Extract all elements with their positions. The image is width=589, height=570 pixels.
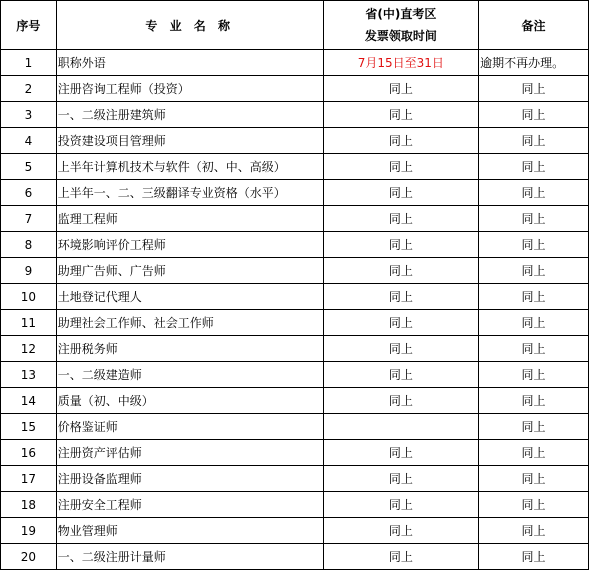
table-row [1,414,589,440]
row-number: 10 [1,284,57,310]
row-number: 11 [1,310,57,336]
header-note: 备注 [479,1,589,50]
table-row [1,128,589,154]
row-number: 13 [1,362,57,388]
table-row [1,180,589,206]
row-number: 17 [1,466,57,492]
row-number: 20 [1,544,57,570]
table-row [1,102,589,128]
row-number: 15 [1,414,57,440]
table-row [1,154,589,180]
row-number: 16 [1,440,57,466]
row-note: 同上 [479,76,589,102]
row-profession-name: 土地登记代理人 [56,284,323,310]
row-profession-name: 上半年一、二、三级翻译专业资格（水平） [56,180,323,206]
row-profession-name: 助理社会工作师、社会工作师 [56,310,323,336]
row-note: 同上 [479,102,589,128]
row-number: 2 [1,76,57,102]
row-invoice-time: 同上 [323,154,479,180]
row-number: 9 [1,258,57,284]
header-num: 序号 [1,1,57,50]
row-number: 1 [1,50,57,76]
row-note: 同上 [479,258,589,284]
header-time-line1: 省(中)直考区 [365,7,437,21]
row-note: 同上 [479,492,589,518]
header-time-line2: 发票领取时间 [364,29,437,43]
table-row [1,466,589,492]
row-profession-name: 物业管理师 [56,518,323,544]
row-note: 同上 [479,544,589,570]
table-header-row [1,1,589,50]
row-invoice-time: 同上 [323,466,479,492]
row-profession-name: 一、二级注册计量师 [56,544,323,570]
row-note: 同上 [479,128,589,154]
row-note: 同上 [479,154,589,180]
row-number: 8 [1,232,57,258]
row-invoice-time: 同上 [323,440,479,466]
table-body [1,50,589,570]
table-row [1,284,589,310]
row-invoice-time: 同上 [323,284,479,310]
header-time [323,1,479,50]
row-invoice-time: 同上 [323,258,479,284]
row-number: 4 [1,128,57,154]
row-note: 同上 [479,388,589,414]
row-number: 12 [1,336,57,362]
table-row [1,206,589,232]
table-row [1,388,589,414]
row-note: 同上 [479,232,589,258]
row-number: 3 [1,102,57,128]
row-invoice-time: 同上 [323,128,479,154]
row-invoice-time: 同上 [323,492,479,518]
row-note: 同上 [479,362,589,388]
row-note: 同上 [479,284,589,310]
row-number: 18 [1,492,57,518]
table-row [1,440,589,466]
row-profession-name: 环境影响评价工程师 [56,232,323,258]
row-invoice-time: 同上 [323,232,479,258]
row-note: 同上 [479,440,589,466]
row-invoice-time: 同上 [323,388,479,414]
row-invoice-time: 同上 [323,544,479,570]
row-invoice-time: 7月15日至31日 [323,50,479,76]
header-name: 专 业 名 称 [56,1,323,50]
table-row [1,258,589,284]
row-profession-name: 价格鉴证师 [56,414,323,440]
row-profession-name: 监理工程师 [56,206,323,232]
table-row [1,76,589,102]
row-profession-name: 投资建设项目管理师 [56,128,323,154]
row-profession-name: 注册资产评估师 [56,440,323,466]
row-profession-name: 一、二级建造师 [56,362,323,388]
row-note: 同上 [479,310,589,336]
row-profession-name: 助理广告师、广告师 [56,258,323,284]
row-profession-name: 注册咨询工程师（投资） [56,76,323,102]
row-invoice-time: 同上 [323,206,479,232]
row-note: 同上 [479,206,589,232]
row-note: 同上 [479,180,589,206]
row-note: 同上 [479,518,589,544]
row-number: 5 [1,154,57,180]
row-note: 同上 [479,466,589,492]
row-profession-name: 注册设备监理师 [56,466,323,492]
row-profession-name: 职称外语 [56,50,323,76]
row-profession-name: 注册税务师 [56,336,323,362]
row-note: 同上 [479,414,589,440]
row-profession-name: 上半年计算机技术与软件（初、中、高级） [56,154,323,180]
row-number: 7 [1,206,57,232]
row-note: 同上 [479,336,589,362]
row-profession-name: 质量（初、中级） [56,388,323,414]
row-invoice-time: 同上 [323,76,479,102]
row-profession-name: 一、二级注册建筑师 [56,102,323,128]
row-invoice-time: 同上 [323,336,479,362]
row-invoice-time: 同上 [323,310,479,336]
row-invoice-time: 同上 [323,180,479,206]
table-row [1,336,589,362]
table-row [1,50,589,76]
row-invoice-time: 同上 [323,518,479,544]
table-row [1,310,589,336]
row-profession-name: 注册安全工程师 [56,492,323,518]
row-number: 14 [1,388,57,414]
table-row [1,232,589,258]
row-invoice-time [323,414,479,440]
row-number: 6 [1,180,57,206]
row-invoice-time: 同上 [323,102,479,128]
table-row [1,518,589,544]
table-row [1,492,589,518]
row-number: 19 [1,518,57,544]
row-invoice-time: 同上 [323,362,479,388]
row-note: 逾期不再办理。 [479,50,589,76]
table-row [1,362,589,388]
table-row [1,544,589,570]
